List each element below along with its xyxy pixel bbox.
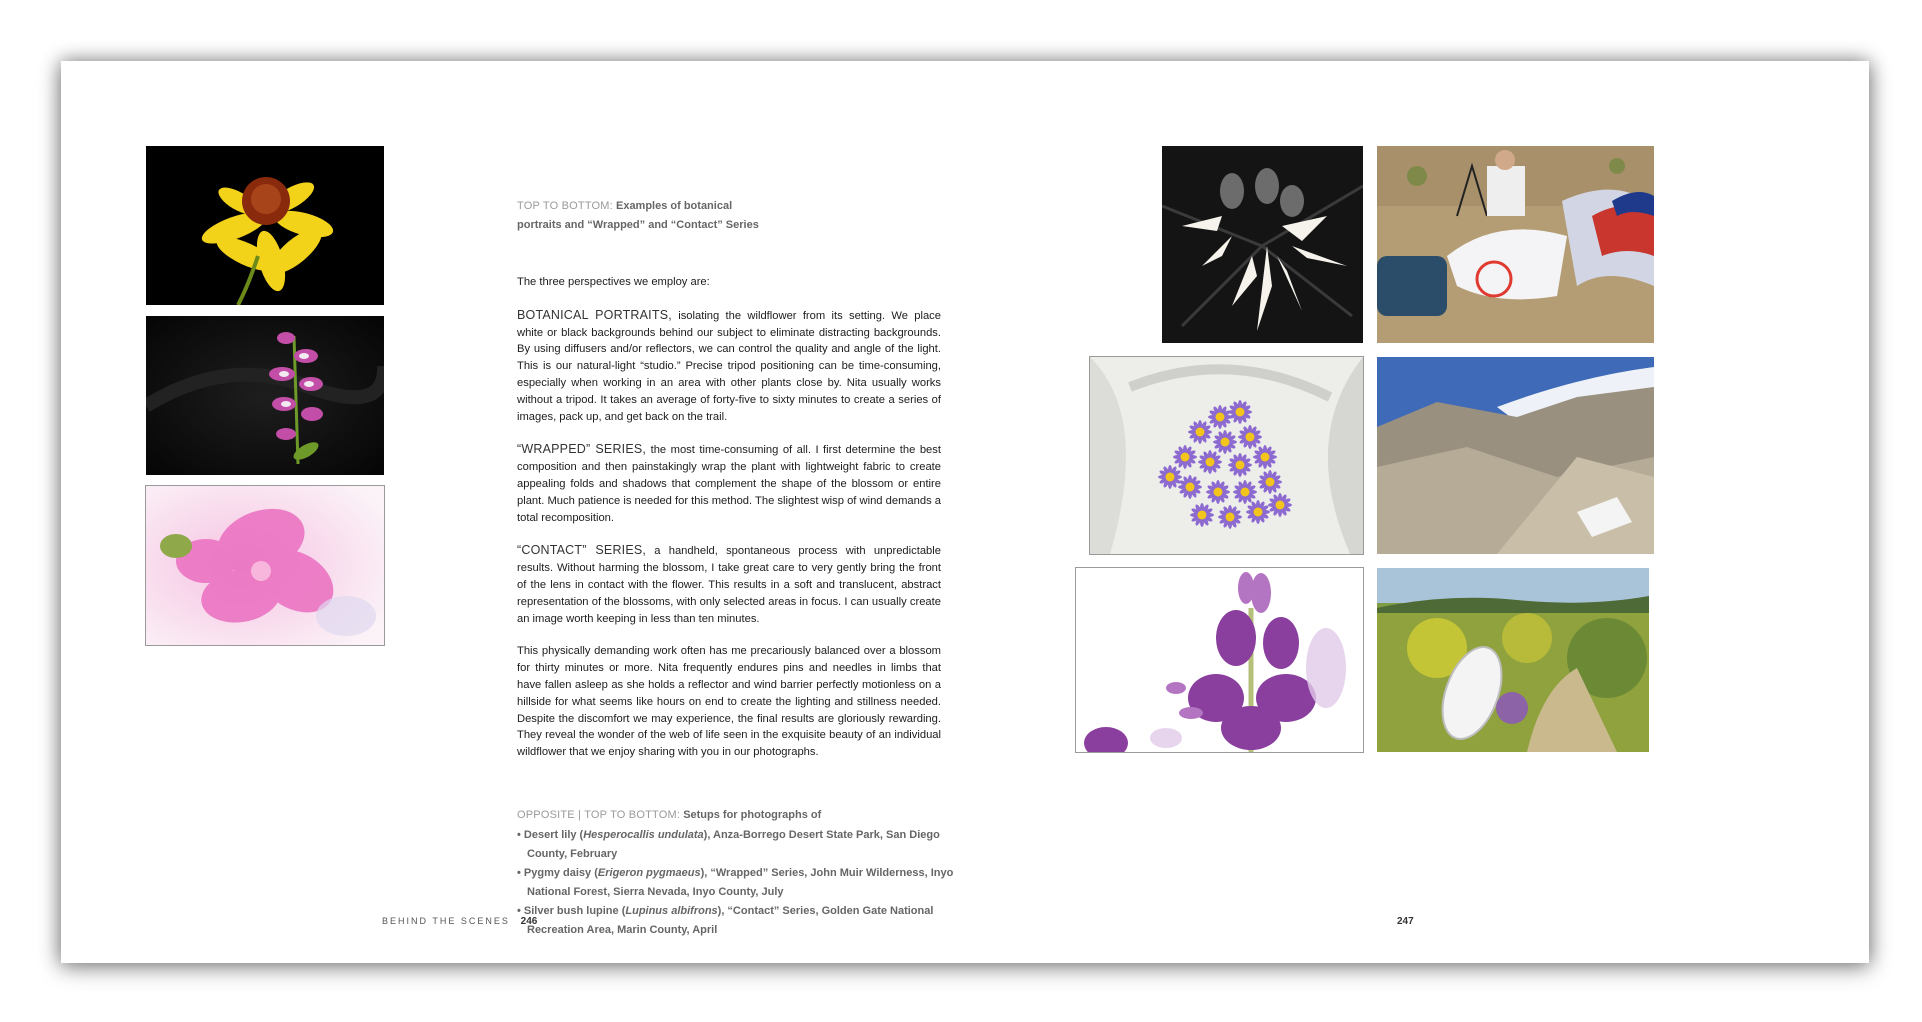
top-caption-text: Examples of botanical portraits and “Wrapped” and “Contact” Series bbox=[517, 200, 759, 231]
intro-line: The three perspectives we employ are: bbox=[517, 276, 710, 288]
list-item: • Desert lily (Hesperocallis undulata), Anza-Borrego Desert State Park, San Diego County, February bbox=[517, 829, 940, 860]
lupine-field-setup-photo bbox=[1377, 568, 1649, 752]
pink-orchid-stalk-photo bbox=[146, 316, 384, 475]
body-text bbox=[517, 274, 941, 777]
pygmy-daisy-wrapped-photo bbox=[1090, 357, 1363, 554]
para-demanding: This physically demanding work often has me precariously balanced over a blossom for thirty minutes or more. Nita frequently endures pins and needles in limbs that have fallen asleep as she holds a reflector and wind barrier perfectly motionless on a hillside for what seems like hours on end to create the lighting and stillness needed. Despite the discomfort we may experience, the final results are gloriously rewarding. They reveal the wonder of the web of life seen in the exquisite beauty of an individual wildflower that we enjoy sharing with you in our photographs. bbox=[517, 645, 941, 759]
opposite-caption bbox=[517, 806, 917, 825]
lupine-contact-photo bbox=[1076, 568, 1363, 752]
list-item: • Silver bush lupine (Lupinus albifrons), “Contact” Series, Golden Gate National Recreation Area, Marin County, April bbox=[517, 905, 934, 936]
para-contact bbox=[517, 542, 941, 627]
book-spread bbox=[61, 61, 1869, 963]
para-contact-text: a handheld, spontaneous process with unpredictable results. Without harming the blossom, I take great care to very gently bring the front of the lens in contact with the flower. This results in a soft and translucent, abstract representation of the blossoms, with only selected areas in focus. I can usually create an image worth keeping in less than ten minutes. bbox=[517, 545, 941, 625]
page-number-left: 246 bbox=[520, 916, 538, 927]
left-folio bbox=[382, 916, 537, 927]
para-botanical-lead: BOTANICAL PORTRAITS, bbox=[517, 307, 672, 322]
top-caption bbox=[517, 197, 777, 235]
opposite-caption-lead: OPPOSITE | TOP TO BOTTOM: bbox=[517, 809, 681, 821]
list-item: • Pygmy daisy (Erigeron pygmaeus), “Wrapped” Series, John Muir Wilderness, Inyo National Forest, Sierra Nevada, Inyo County, July bbox=[517, 867, 954, 898]
right-folio bbox=[1389, 916, 1414, 927]
para-botanical bbox=[517, 307, 941, 426]
top-caption-lead: TOP TO BOTTOM: bbox=[517, 200, 613, 212]
desert-lily-setup-photo bbox=[1377, 146, 1654, 343]
para-wrapped-text: the most time-consuming of all. I first determine the best composition and then painstakingly wrap the plant with lightweight fabric to create appealing folds and shadows that complement the shape of the blossom or entire plant. Much patience is needed for this method. The slightest wisp of wind demands a total recomposition. bbox=[517, 444, 941, 524]
section-title: BEHIND THE SCENES bbox=[382, 916, 510, 926]
rocky-slope-setup-photo bbox=[1377, 357, 1654, 554]
pink-mallow-contact-photo bbox=[146, 486, 384, 645]
opposite-caption-text: Setups for photographs of bbox=[683, 809, 822, 821]
para-botanical-text: isolating the wildflower from its setting. We place white or black backgrounds behind our subject to eliminate distracting backgrounds. By using diffusers and/or reflectors, we can control the quality and angle of the light. This is our natural-light “studio.” Precise tripod positioning can be time-consuming, especially when working in an area with other plants close by. Nita usually works without a tripod. It takes an average of forty-five to sixty minutes to create a series of images, pack up, and get back on the trail. bbox=[517, 309, 941, 423]
opposite-caption-list bbox=[517, 826, 957, 940]
para-wrapped-lead: “WRAPPED” SERIES, bbox=[517, 442, 647, 457]
para-wrapped bbox=[517, 441, 941, 526]
page-number-right: 247 bbox=[1397, 916, 1414, 927]
para-contact-lead: “CONTACT” SERIES, bbox=[517, 543, 647, 558]
yellow-sneezeweed-photo bbox=[146, 146, 384, 305]
desert-lily-photo bbox=[1162, 146, 1363, 343]
